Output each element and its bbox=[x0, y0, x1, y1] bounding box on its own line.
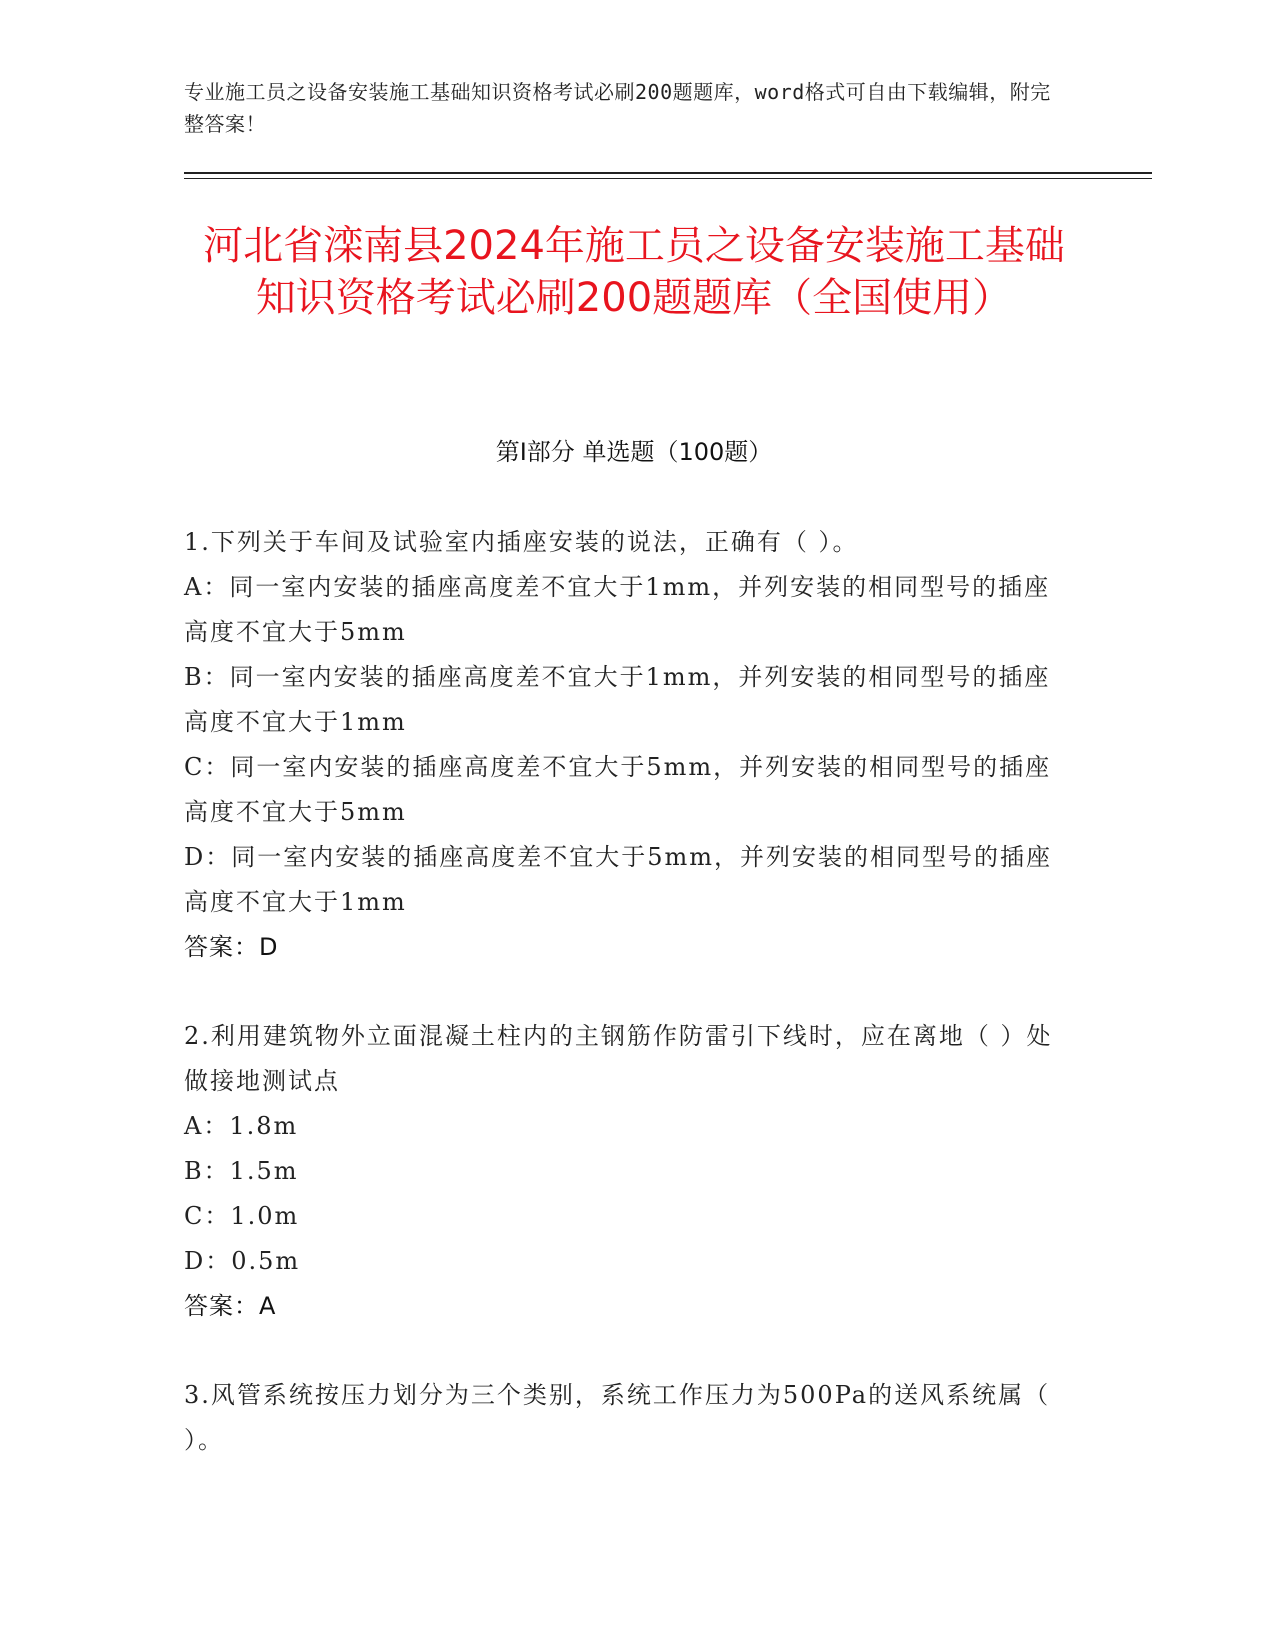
question-spacer bbox=[184, 970, 1064, 1014]
option-c: C：1.0m bbox=[184, 1202, 300, 1230]
question-list bbox=[184, 520, 1064, 1463]
option-d: D：0.5m bbox=[184, 1247, 301, 1275]
option-b: B：同一室内安装的插座高度差不宜大于1mm，并列安装的相同型号的插座高度不宜大于1mm bbox=[184, 663, 1051, 736]
option-a: A：1.8m bbox=[184, 1112, 299, 1140]
section-heading: 第Ⅰ部分 单选题（100题） bbox=[495, 438, 773, 466]
header-divider-thick bbox=[184, 172, 1152, 174]
question-1 bbox=[184, 520, 1064, 970]
question-2 bbox=[184, 1014, 1064, 1329]
question-stem: 2.利用建筑物外立面混凝土柱内的主钢筋作防雷引下线时，应在离地（ ）处做接地测试点 bbox=[184, 1022, 1053, 1095]
option-a: A：同一室内安装的插座高度差不宜大于1mm，并列安装的相同型号的插座高度不宜大于5mm bbox=[184, 573, 1051, 646]
question-spacer bbox=[184, 1329, 1064, 1373]
option-c: C：同一室内安装的插座高度差不宜大于5mm，并列安装的相同型号的插座高度不宜大于5mm bbox=[184, 753, 1052, 826]
header-note: 专业施工员之设备安装施工基础知识资格考试必刷200题题库，word格式可自由下载编辑，附完整答案！ bbox=[184, 80, 1051, 136]
header-divider-thin bbox=[184, 178, 1152, 179]
question-stem: 1.下列关于车间及试验室内插座安装的说法，正确有（ ）。 bbox=[184, 528, 859, 556]
option-b: B：1.5m bbox=[184, 1157, 299, 1185]
document-title: 河北省滦南县2024年施工员之设备安装施工基础知识资格考试必刷200题题库（全国使用） bbox=[203, 223, 1065, 321]
question-stem: 3.风管系统按压力划分为三个类别，系统工作压力为500Pa的送风系统属（ ）。 bbox=[184, 1381, 1051, 1454]
answer-label: 答案：A bbox=[184, 1292, 277, 1320]
question-3 bbox=[184, 1373, 1064, 1463]
answer-label: 答案：D bbox=[184, 933, 279, 961]
option-d: D：同一室内安装的插座高度差不宜大于5mm，并列安装的相同型号的插座高度不宜大于1mm bbox=[184, 843, 1053, 916]
